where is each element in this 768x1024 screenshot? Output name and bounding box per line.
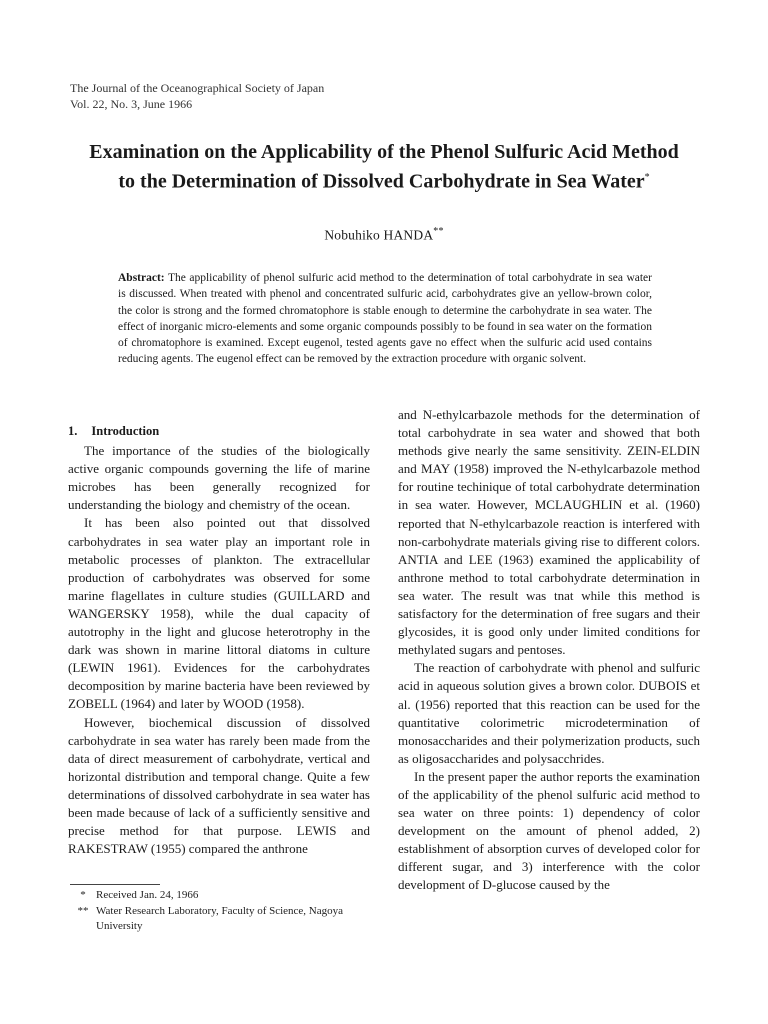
journal-header [70,80,324,112]
abstract-label: Abstract: [118,272,165,284]
paper-title [80,140,688,195]
author-footnote-mark: ** [433,226,444,237]
paragraph: However, biochemical discussion of dissolved carbohydrate in sea water has rarely been made from the data of direct measurement of carbohydrate, vertical and horizontal distribution and temporal change. Quite a few determinations of dissolved carbohydrate in sea water has been made because of lack of a sufficiently sensitive and precise method for that purpose. LEWIS and RAKESTRAW (1955) compared the anthrone [68,714,370,857]
section-heading [68,422,370,440]
footnote [70,888,370,904]
author-family-name: HANDA [383,227,434,243]
paragraph: and N-ethylcarbazole methods for the determination of total carbohydrate in sea water and showed that both methods give nearly the same sensitivity. ZEIN-ELDIN and MAY (1958) improved the N-ethylcarbazole method for routine techinique of total carbohydrate determination in sea water. However, MCLAUGHLIN et al. (1960) reported that N-ethylcarbazole reaction is interfered with non-carbohydrate materials giving rise to different colors. ANTIA and LEE (1963) examined the applicability of anthrone method to total carbohydrate determination in sea water. The result was tnat while this method is satisfactory for the determination of free sugars and their glycosides, it is good only under limited conditions for methylated sugars and pentoses. [398,407,700,658]
footnotes [70,888,370,935]
section-number: 1. [68,424,78,438]
footnote-divider [70,884,160,885]
paper-title-text: Examination on the Applicability of the Phenol Sulfuric Acid Method to the Determination of Dissolved Carbohydrate in Sea Water [89,141,679,193]
paragraph: In the present paper the author reports the examination of the applicability of the phenol sulfuric acid method to sea water on three points: 1) dependency of color development on the amount of phenol added, 2) establishment of absorption curves of developed color for different sugar, and 3) interference with the color development of D-glucose caused by the [398,768,700,893]
abstract [118,270,652,368]
footnote-text: Water Research Laboratory, Faculty of Science, Nagoya University [96,904,344,932]
author-line [0,226,768,244]
paragraph: The reaction of carbohydrate with phenol and sulfuric acid in aqueous solution gives a brown color. DUBOIS et al. (1956) reported that this reaction can be used for the quantitative colorimetric microdetermination of monosaccharides and their polymerization products, such as oligosaccharides and polysacchrides. [398,660,700,766]
right-column [398,406,700,895]
left-column [68,422,370,858]
journal-name: The Journal of the Oceanographical Society of Japan [70,81,325,95]
title-footnote-mark: * [644,172,650,183]
footnote-mark: ** [77,904,89,917]
paragraph: The importance of the studies of the biologically active organic compounds governing the life of marine microbes has been generally recognized for understanding the biology and chemistry of the ocean. [68,443,370,513]
footnote-mark: * [80,889,86,901]
journal-volume: Vol. 22, No. 3, June 1966 [70,97,193,111]
section-title: Introduction [91,424,160,438]
footnote-text: Received Jan. 24, 1966 [96,889,199,901]
paragraph: It has been also pointed out that dissolved carbohydrates in sea water play an important role in metabolic processes of plankton. The extracellular production of carbohydrates was observed for some marine flagellates in culture studies (GUILLARD and WANGERSKY 1958), while the dual capacity of autotrophy in the light and glucose heterotrophy in the dark was shown in marine littoral diatoms in culture (LEWIN 1961). Evidences for the carbohydrates decomposition by marine bacteria have been reviewed by ZOBELL (1964) and later by WOOD (1958). [68,515,370,712]
abstract-text: The applicability of phenol sulfuric acid method to the determination of total carbohydrate in sea water is discussed. When treated with phenol and concentrated sulfuric acid, carbohydrates give an yellow-brown color, the color is strong and the formed chromatophore is stable enough to determine the carbohydrate in sea water. The effect of inorganic micro-elements and some organic compounds possibly to be found in sea water on the formation of chromatophore is examined. Except eugenol, tested agents gave no effect when the sulfuric acid used contains reducing agents. The eugenol effect can be removed by the extraction procedure with organic solvent. [118,272,652,366]
footnote [70,904,370,935]
author-given-name: Nobuhiko [324,227,380,243]
